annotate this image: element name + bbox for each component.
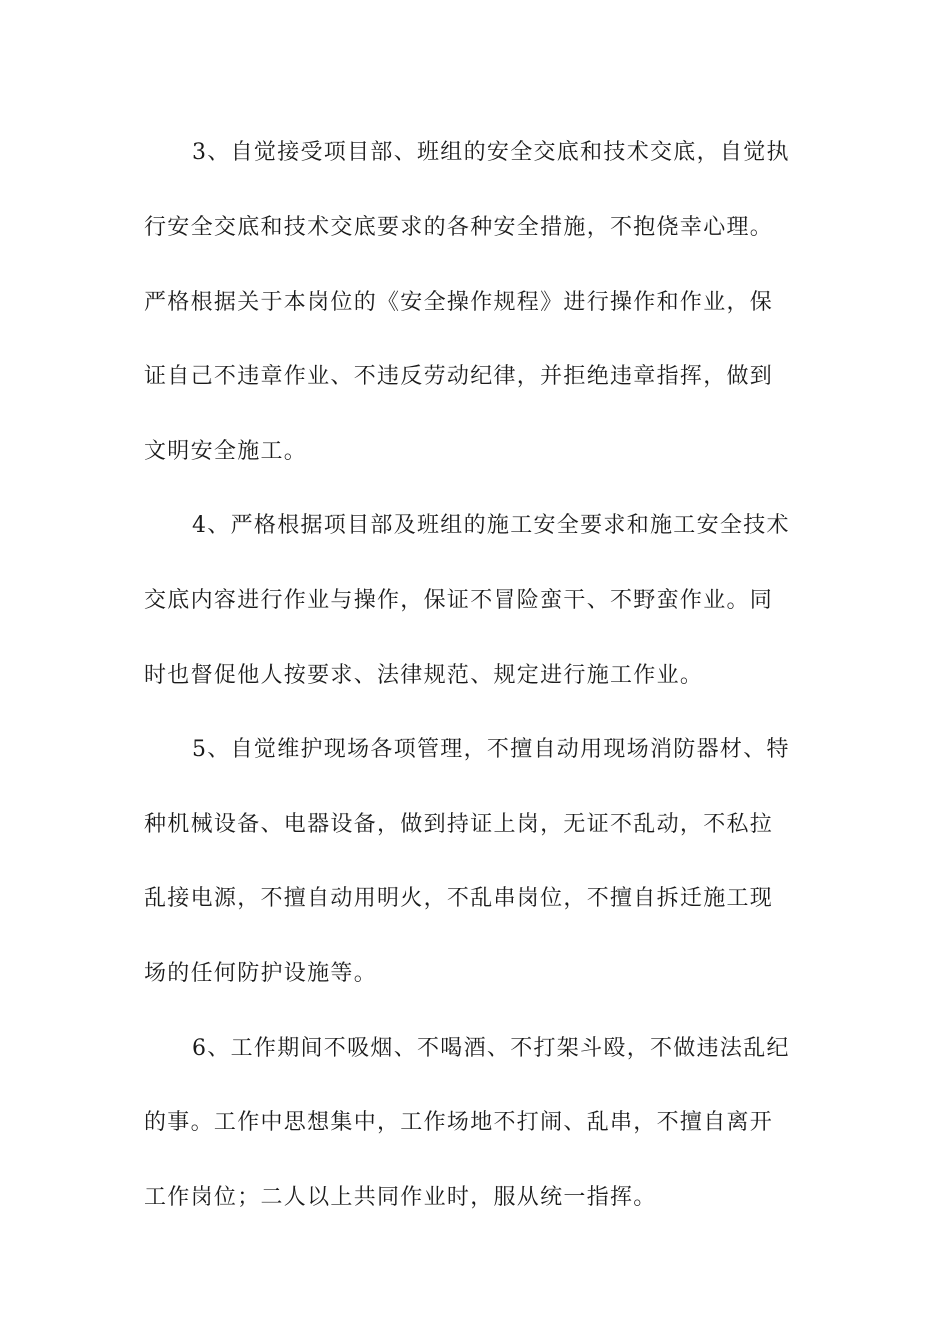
paragraph-6-line-1: 6、工作期间不吸烟、不喝酒、不打架斗殴，不做违法乱纪 xyxy=(192,1036,790,1061)
paragraph-4-line-1: 4、严格根据项目部及班组的施工安全要求和施工安全技术 xyxy=(192,513,790,538)
paragraph-3-line-5: 文明安全施工。 xyxy=(144,439,308,464)
paragraph-3-line-2: 行安全交底和技术交底要求的各种安全措施，不抱侥幸心理。 xyxy=(144,215,774,240)
paragraph-5-line-3: 乱接电源，不擅自动用明火，不乱串岗位，不擅自拆迁施工现 xyxy=(144,886,774,911)
paragraph-3-line-1: 3、自觉接受项目部、班组的安全交底和技术交底，自觉执 xyxy=(192,140,790,165)
paragraph-6-line-3: 工作岗位；二人以上共同作业时，服从统一指挥。 xyxy=(144,1185,657,1210)
paragraph-5-line-1: 5、自觉维护现场各项管理，不擅自动用现场消防器材、特 xyxy=(192,737,790,762)
paragraph-6-line-2: 的事。工作中思想集中，工作场地不打闹、乱串，不擅自离开 xyxy=(144,1110,774,1135)
paragraph-3-line-4: 证自己不违章作业、不违反劳动纪律，并拒绝违章指挥，做到 xyxy=(144,364,774,389)
paragraph-5-line-2: 种机械设备、电器设备，做到持证上岗，无证不乱动，不私拉 xyxy=(144,812,774,837)
paragraph-4-line-3: 时也督促他人按要求、法律规范、规定进行施工作业。 xyxy=(144,663,704,688)
paragraph-4-line-2: 交底内容进行作业与操作，保证不冒险蛮干、不野蛮作业。同 xyxy=(144,588,774,613)
paragraph-3-line-3: 严格根据关于本岗位的《安全操作规程》进行操作和作业，保 xyxy=(144,290,774,315)
paragraph-5-line-4: 场的任何防护设施等。 xyxy=(144,961,378,986)
